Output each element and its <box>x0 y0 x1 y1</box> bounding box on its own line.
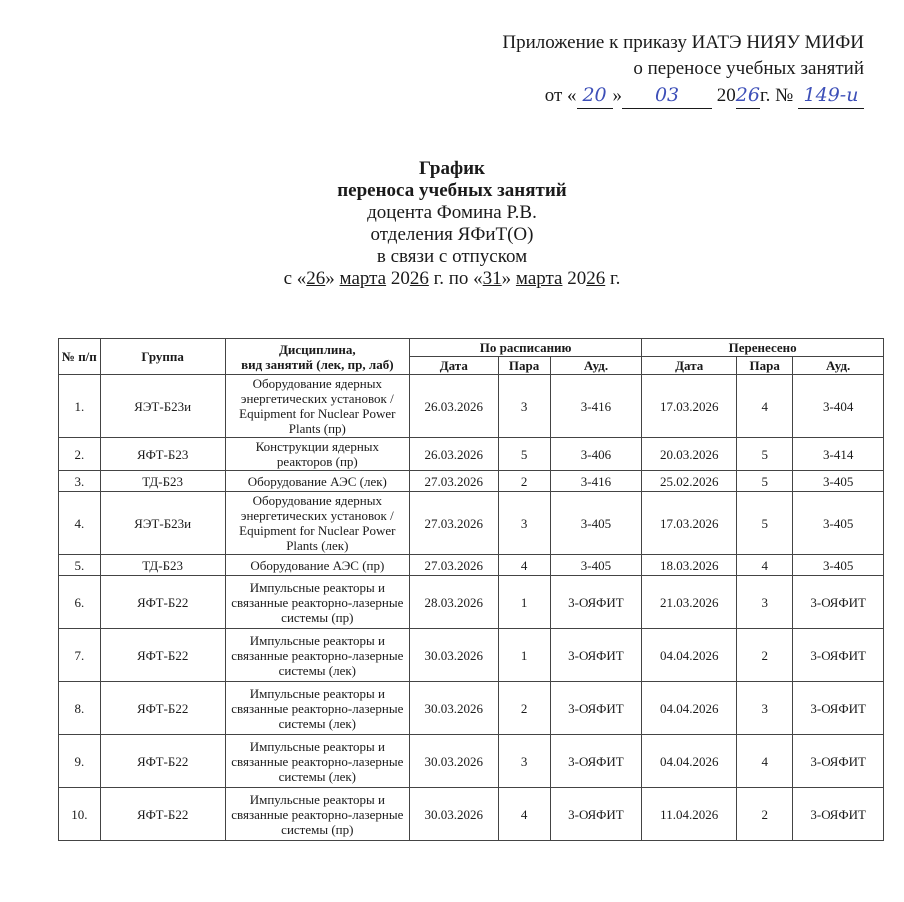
cell-discipline: Оборудование АЭС (пр) <box>225 555 409 576</box>
table-row <box>59 375 884 438</box>
order-year-prefix: 20 <box>716 85 736 106</box>
order-mid: » <box>612 85 623 106</box>
period-to-day: 31 <box>482 268 502 289</box>
cell-s-date: 28.03.2026 <box>410 576 499 629</box>
table-row <box>59 492 884 555</box>
cell-num: 5. <box>59 555 101 576</box>
cell-m-room: 3-ОЯФИТ <box>793 629 884 682</box>
cell-s-room: 3-405 <box>550 555 642 576</box>
cell-s-room: 3-ОЯФИТ <box>550 682 642 735</box>
period-mid-5: 20 <box>562 268 587 289</box>
cell-m-date: 11.04.2026 <box>642 788 737 841</box>
header-s-pair: Пара <box>498 357 550 375</box>
order-year-suffix: 26 <box>736 82 760 109</box>
header-discipline-line-2: вид занятий (лек, пр, лаб) <box>241 356 394 372</box>
table-row <box>59 576 884 629</box>
period-mid-2: 20 <box>386 268 410 289</box>
cell-m-pair: 5 <box>737 471 793 492</box>
cell-group: ЯФТ-Б22 <box>100 576 225 629</box>
document-title <box>0 158 904 290</box>
cell-s-room: 3-416 <box>550 471 642 492</box>
period-suffix: г. <box>605 268 621 289</box>
cell-s-pair: 1 <box>498 629 550 682</box>
cell-m-room: 3-ОЯФИТ <box>793 735 884 788</box>
cell-discipline: Оборудование ядерных энергетических установок / Equipment for Nuclear Power Plants (лек) <box>225 492 409 555</box>
cell-discipline: Импульсные реакторы и связанные реакторно-лазерные системы (пр) <box>225 576 409 629</box>
cell-num: 9. <box>59 735 101 788</box>
cell-s-room: 3-ОЯФИТ <box>550 629 642 682</box>
table-row <box>59 735 884 788</box>
cell-m-room: 3-ОЯФИТ <box>793 682 884 735</box>
cell-discipline: Оборудование АЭС (лек) <box>225 471 409 492</box>
cell-num: 3. <box>59 471 101 492</box>
cell-s-room: 3-ОЯФИТ <box>550 735 642 788</box>
order-prefix: от « <box>544 85 577 106</box>
period-mid-3: г. по « <box>428 268 483 289</box>
cell-discipline: Импульсные реакторы и связанные реакторно-лазерные системы (пр) <box>225 788 409 841</box>
period-to-month: марта <box>515 268 563 289</box>
cell-num: 1. <box>59 375 101 438</box>
table-row <box>59 788 884 841</box>
cell-group: ЯФТ-Б22 <box>100 629 225 682</box>
cell-m-pair: 3 <box>737 682 793 735</box>
cell-group: ЯФТ-Б23 <box>100 438 225 471</box>
cell-s-pair: 3 <box>498 492 550 555</box>
cell-s-date: 30.03.2026 <box>410 735 499 788</box>
cell-s-room: 3-405 <box>550 492 642 555</box>
cell-m-date: 04.04.2026 <box>642 682 737 735</box>
cell-m-date: 17.03.2026 <box>642 492 737 555</box>
cell-s-room: 3-406 <box>550 438 642 471</box>
cell-discipline: Конструкции ядерных реакторов (пр) <box>225 438 409 471</box>
table-row <box>59 438 884 471</box>
title-line-1: График <box>419 158 485 179</box>
cell-m-room: 3-414 <box>793 438 884 471</box>
header-line-1: Приложение к приказу ИАТЭ НИЯУ МИФИ <box>502 32 864 53</box>
cell-m-pair: 5 <box>737 438 793 471</box>
cell-s-pair: 4 <box>498 788 550 841</box>
cell-group: ЯЭТ-Б23и <box>100 492 225 555</box>
order-reference <box>502 82 864 109</box>
cell-m-room: 3-405 <box>793 555 884 576</box>
cell-m-room: 3-ОЯФИТ <box>793 576 884 629</box>
header-group: Группа <box>100 339 225 375</box>
cell-s-room: 3-416 <box>550 375 642 438</box>
cell-discipline: Оборудование ядерных энергетических установок / Equipment for Nuclear Power Plants (пр) <box>225 375 409 438</box>
header-m-room: Ауд. <box>793 357 884 375</box>
cell-group: ТД-Б23 <box>100 555 225 576</box>
cell-discipline: Импульсные реакторы и связанные реакторно-лазерные системы (лек) <box>225 735 409 788</box>
title-line-3: доцента Фомина Р.В. <box>367 202 537 223</box>
cell-m-pair: 4 <box>737 555 793 576</box>
cell-num: 4. <box>59 492 101 555</box>
header-num: № п/п <box>59 339 101 375</box>
period-prefix: с « <box>283 268 307 289</box>
header-scheduled: По расписанию <box>410 339 642 357</box>
cell-m-date: 17.03.2026 <box>642 375 737 438</box>
title-line-2: переноса учебных занятий <box>337 180 567 201</box>
cell-num: 7. <box>59 629 101 682</box>
period-mid-4: » <box>501 268 516 289</box>
cell-s-pair: 5 <box>498 438 550 471</box>
cell-group: ЯФТ-Б22 <box>100 682 225 735</box>
cell-discipline: Импульсные реакторы и связанные реакторно-лазерные системы (лек) <box>225 629 409 682</box>
table-row <box>59 555 884 576</box>
cell-m-pair: 4 <box>737 735 793 788</box>
header-s-room: Ауд. <box>550 357 642 375</box>
header-discipline-line-1: Дисциплина, <box>278 341 356 357</box>
cell-s-pair: 2 <box>498 682 550 735</box>
cell-m-pair: 3 <box>737 576 793 629</box>
header-discipline <box>225 339 409 375</box>
cell-m-pair: 5 <box>737 492 793 555</box>
table-row <box>59 471 884 492</box>
order-header <box>502 30 864 109</box>
table-row <box>59 629 884 682</box>
table-row <box>59 682 884 735</box>
cell-s-pair: 2 <box>498 471 550 492</box>
cell-s-date: 30.03.2026 <box>410 788 499 841</box>
order-day: 20 <box>577 82 613 109</box>
cell-group: ЯФТ-Б22 <box>100 735 225 788</box>
period-from-day: 26 <box>306 268 326 289</box>
order-number: 149-и <box>798 82 864 109</box>
header-m-date: Дата <box>642 357 737 375</box>
cell-m-date: 20.03.2026 <box>642 438 737 471</box>
schedule-table <box>58 338 884 841</box>
header-moved: Перенесено <box>642 339 884 357</box>
cell-group: ТД-Б23 <box>100 471 225 492</box>
cell-s-pair: 3 <box>498 735 550 788</box>
header-s-date: Дата <box>410 357 499 375</box>
cell-s-room: 3-ОЯФИТ <box>550 788 642 841</box>
cell-s-date: 26.03.2026 <box>410 375 499 438</box>
cell-group: ЯФТ-Б22 <box>100 788 225 841</box>
cell-num: 2. <box>59 438 101 471</box>
period-from-year: 26 <box>409 268 429 289</box>
order-month: 03 <box>622 82 712 109</box>
cell-s-date: 27.03.2026 <box>410 471 499 492</box>
cell-m-date: 25.02.2026 <box>642 471 737 492</box>
cell-m-pair: 2 <box>737 629 793 682</box>
cell-s-pair: 4 <box>498 555 550 576</box>
cell-s-date: 26.03.2026 <box>410 438 499 471</box>
cell-m-date: 21.03.2026 <box>642 576 737 629</box>
period-line <box>0 268 904 290</box>
cell-num: 6. <box>59 576 101 629</box>
cell-num: 10. <box>59 788 101 841</box>
cell-m-date: 04.04.2026 <box>642 629 737 682</box>
cell-s-date: 30.03.2026 <box>410 629 499 682</box>
cell-m-room: 3-405 <box>793 492 884 555</box>
period-to-year: 26 <box>586 268 606 289</box>
cell-m-pair: 2 <box>737 788 793 841</box>
period-mid-1: » <box>325 268 340 289</box>
cell-s-date: 30.03.2026 <box>410 682 499 735</box>
cell-s-room: 3-ОЯФИТ <box>550 576 642 629</box>
cell-s-date: 27.03.2026 <box>410 555 499 576</box>
cell-m-room: 3-404 <box>793 375 884 438</box>
header-line-2: о переносе учебных занятий <box>633 58 864 79</box>
title-line-4: отделения ЯФиТ(О) <box>370 224 534 245</box>
cell-m-room: 3-ОЯФИТ <box>793 788 884 841</box>
cell-s-pair: 3 <box>498 375 550 438</box>
cell-s-date: 27.03.2026 <box>410 492 499 555</box>
cell-num: 8. <box>59 682 101 735</box>
period-from-month: марта <box>339 268 387 289</box>
order-year-tail: г. № <box>759 85 794 106</box>
cell-m-date: 04.04.2026 <box>642 735 737 788</box>
cell-s-pair: 1 <box>498 576 550 629</box>
title-line-5: в связи с отпуском <box>376 246 528 267</box>
cell-discipline: Импульсные реакторы и связанные реакторно-лазерные системы (лек) <box>225 682 409 735</box>
header-m-pair: Пара <box>737 357 793 375</box>
cell-m-date: 18.03.2026 <box>642 555 737 576</box>
cell-m-pair: 4 <box>737 375 793 438</box>
cell-m-room: 3-405 <box>793 471 884 492</box>
cell-group: ЯЭТ-Б23и <box>100 375 225 438</box>
